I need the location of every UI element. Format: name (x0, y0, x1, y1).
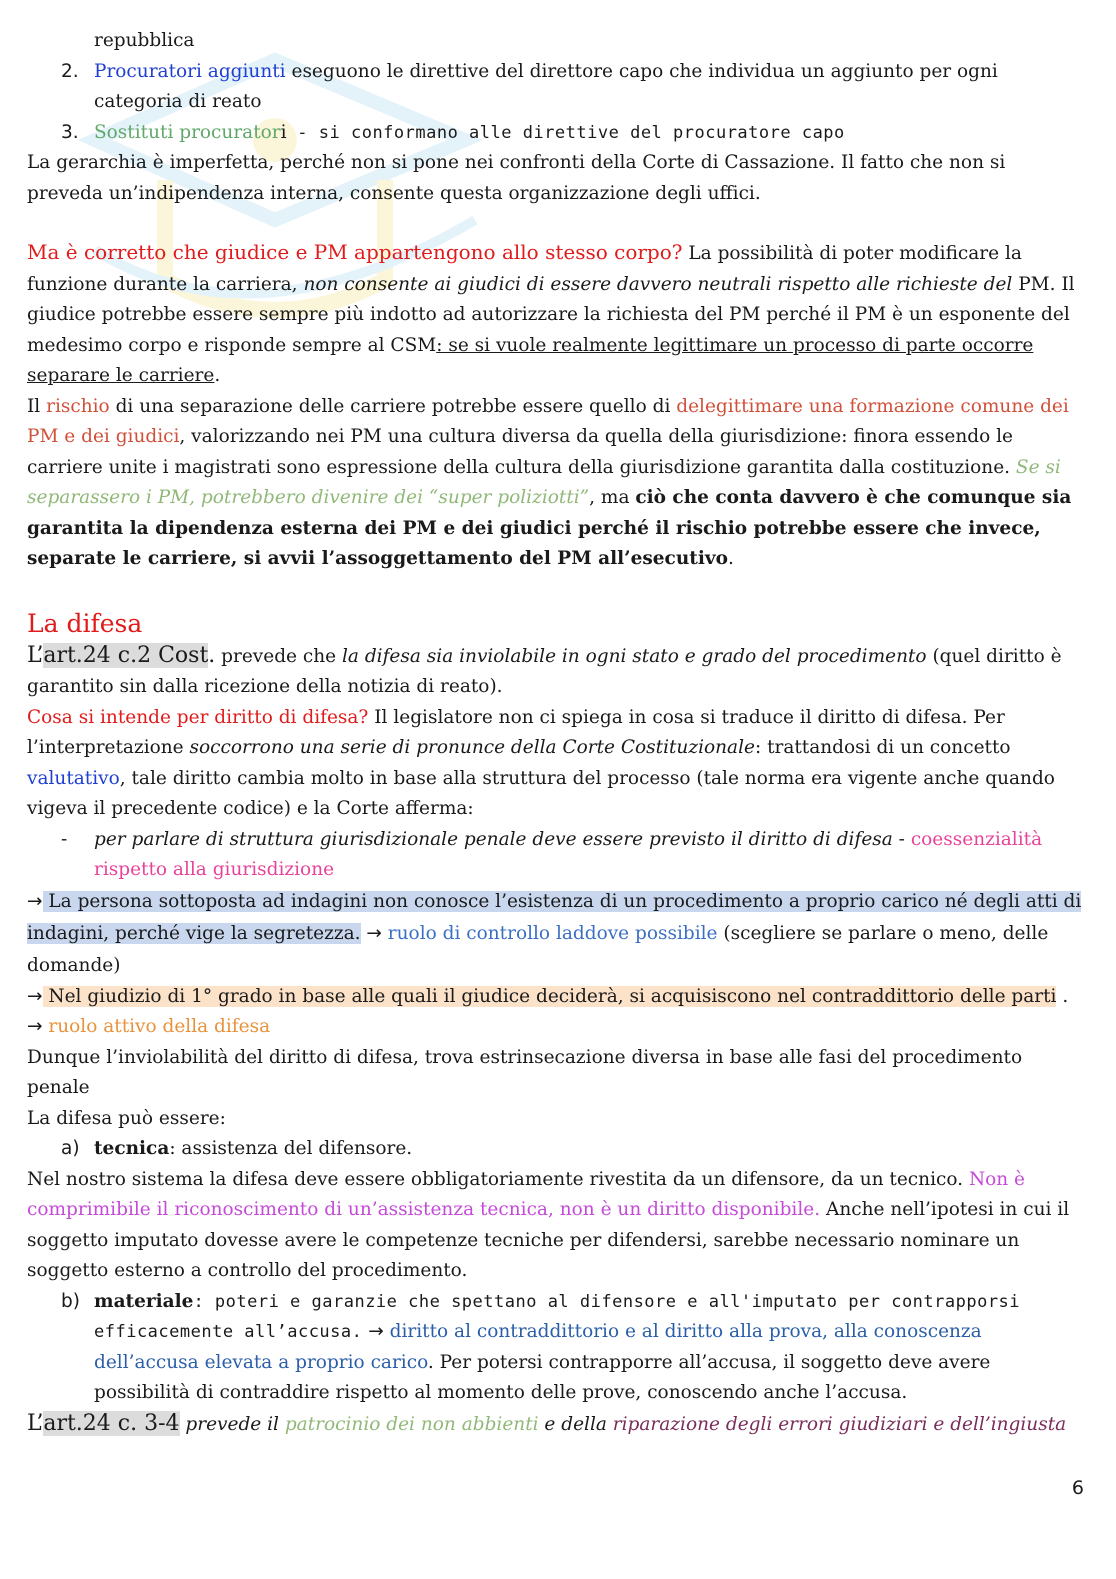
list-label: b) (61, 1290, 80, 1312)
arrow-item-1 (27, 886, 1087, 982)
bold-text: materiale (94, 1290, 194, 1312)
section-heading: La difesa (27, 608, 143, 638)
paragraph-hierarchy: La gerarchia è imperfetta, perché non si pone nei confronti della Corte di Cassazione. Il fatto che non si preveda un’indipendenza interna, consente questa organizzazione degli uffici. (27, 152, 1006, 204)
text: (scegliere se parlare o meno, delle domande) (27, 922, 1049, 976)
page-number: 6 (1071, 1477, 1084, 1499)
highlighted-term: Procuratori aggiunti (94, 60, 286, 82)
list-item-a (27, 1134, 1087, 1165)
text: , valorizzando nei PM una cultura diversa da quella della giurisdizione: finora essendo le carriere unite i magistrati sono espressione della cultura della giurisdizione garantita dalla costituzione. (27, 426, 1016, 478)
text: , ma (589, 487, 636, 508)
arrow-icon: → (360, 922, 388, 944)
list-text: i (280, 121, 287, 143)
text: Nel nostro sistema la difesa deve essere obbligatoriamente rivestita da un difensore, da un tecnico. (27, 1168, 969, 1190)
mono-text: : poteri e garanzie che spettano al difensore e all'imputato per contrapporsi efficacemente all’accusa. (94, 1291, 1021, 1342)
list-note: - si conformano alle direttive del procuratore capo (286, 122, 845, 143)
highlighted-text: La persona sottoposta ad indagini non conosce l’esistenza di un procedimento a proprio carico né degli atti di indagini, perché vige la segretezza. (27, 890, 1082, 944)
bold-text: ciò che conta davvero è che comunque sia garantita la dipendenza esterna dei PM e dei giudici perché il rischio potrebbe essere che invece, separate le carriere, si avvii l’assoggettamento del PM all’esecutivo (27, 487, 1072, 569)
italic-text: Se si separassero i PM, potrebbero divenire dei “super poliziotti” (27, 456, 1061, 508)
paragraph-cosa (27, 703, 1087, 825)
highlighted-term: Non è comprimibile il riconoscimento di un’assistenza tecnica, non è un diritto disponibile. (27, 1168, 1026, 1220)
arrow-item-2 (27, 982, 1087, 1013)
arrow-icon: → (362, 1321, 390, 1342)
text: . (1056, 985, 1069, 1007)
paragraph-puo: La difesa può essere: (27, 1107, 226, 1129)
question-text: Cosa si intende per diritto di difesa? (27, 706, 369, 728)
text: . (727, 548, 734, 569)
text: . Per potersi contrapporre all’accusa, il soggetto deve avere possibilità di contraddire rispetto al momento delle prove, conoscendo anche l’accusa. (94, 1351, 991, 1403)
highlighted-term: diritto al contraddittorio e al diritto alla prova, alla conoscenza dell’accusa elevata a proprio carico (94, 1321, 982, 1373)
highlighted-term: valutativo (27, 767, 120, 789)
text: . (214, 365, 221, 386)
highlighted-term: ruolo attivo della difesa (42, 1016, 271, 1037)
underlined-text: : se si vuole realmente legittimare un processo di parte occorre separare le carriere (27, 334, 1034, 386)
text: , tale diritto cambia molto in base alla struttura del processo (tale norma era vigente anche quando vigeva il precedente codice) e la Corte afferma: (27, 767, 1055, 819)
paragraph-question (27, 237, 1087, 392)
paragraph-art24-34 (27, 1409, 1087, 1441)
paragraph-sistema (27, 1165, 1087, 1287)
list-item-2 (27, 57, 1087, 118)
arrow-icon: → (27, 985, 43, 1007)
question-text: Ma è corretto che giudice e PM appartengono allo stesso corpo? (27, 240, 683, 264)
arrow-icon: → (27, 890, 43, 912)
list-number: 3. (61, 121, 79, 143)
highlighted-term: delegittimare una formazione comune dei PM e dei giudici (27, 395, 1069, 447)
italic-text: soccorrono una serie di pronunce della Corte Costituzionale (189, 737, 755, 758)
highlighted-term: ruolo di controllo laddove possibile (387, 922, 718, 944)
paragraph-dunque: Dunque l’inviolabilità del diritto di difesa, trova estrinsecazione diversa in base alle fasi del procedimento penale (27, 1046, 1023, 1098)
arrow-item-3 (27, 1012, 1087, 1043)
text: : trattandosi di un concetto (754, 737, 1011, 758)
list-number: 2. (61, 60, 79, 82)
italic-text: non consente ai giudici di essere davvero neutrali rispetto alle richieste del (303, 273, 1013, 295)
list-item-3 (27, 118, 1087, 149)
dash-marker: - (61, 828, 68, 850)
highlighted-term: rischio (46, 395, 110, 417)
highlighted-term: patrocinio dei non abbienti (284, 1413, 539, 1435)
bullet-item (27, 825, 1087, 886)
highlighted-term: Sostituti procurator (94, 121, 281, 143)
list-label: a) (61, 1138, 80, 1159)
text: L’ (27, 642, 44, 668)
document-body (27, 26, 1087, 1440)
text: : assistenza del difensore. (169, 1138, 413, 1159)
italic-text: per parlare di struttura giurisdizionale penale deve essere previsto il diritto di difesa (94, 828, 893, 850)
text: prevede che (215, 645, 342, 667)
text: Il legislatore non ci spiega in cosa si traduce il diritto di difesa. Per l’interpretazione (27, 706, 1005, 758)
article-reference: art.24 c. 3-4 (43, 1410, 180, 1436)
italic-text: la difesa sia inviolabile in ogni stato e grado del procedimento (342, 645, 927, 667)
text: L’ (27, 1410, 44, 1436)
article-reference: art.24 c.2 Cost (43, 642, 209, 668)
list-item-b (27, 1287, 1087, 1409)
text: - (892, 828, 911, 850)
text: Il (27, 395, 47, 417)
text: di una separazione delle carriere potrebbe essere quello di (109, 395, 677, 417)
text: Anche nell’ipotesi in cui il soggetto imputato dovesse avere le competenze tecniche per difendersi, sarebbe necessario nominare un soggetto esterno a controllo del procedimento. (27, 1199, 1070, 1281)
highlighted-term: riparazione degli errori giudiziari e dell’ingiusta (612, 1413, 1067, 1435)
highlighted-text: Nel giudizio di 1° grado in base alle quali il giudice deciderà, si acquisiscono nel contraddittorio delle parti (42, 985, 1057, 1007)
paragraph-art24 (27, 641, 1087, 703)
italic-text: e della (538, 1413, 613, 1435)
bold-text: tecnica (94, 1138, 170, 1159)
text: . (208, 642, 216, 668)
list-item-continuation: repubblica (94, 30, 195, 51)
text: (quel diritto è garantito sin dalla ricezione della notizia di reato). (27, 645, 1062, 697)
highlighted-term: coessenzialità rispetto alla giurisdizione (94, 828, 1043, 880)
text: PM. Il giudice potrebbe essere sempre più indotto ad autorizzare la richiesta del PM perché il PM è un esponente del medesimo corpo e risponde sempre al CSM (27, 273, 1075, 356)
paragraph-risk (27, 392, 1087, 575)
italic-text: prevede il (179, 1413, 285, 1435)
list-text: eseguono le direttive del direttore capo che individua un aggiunto per ogni categoria di reato (94, 60, 998, 112)
arrow-icon: → (27, 1016, 43, 1037)
text: La possibilità di poter modificare la funzione durante la carriera, (27, 243, 1022, 295)
